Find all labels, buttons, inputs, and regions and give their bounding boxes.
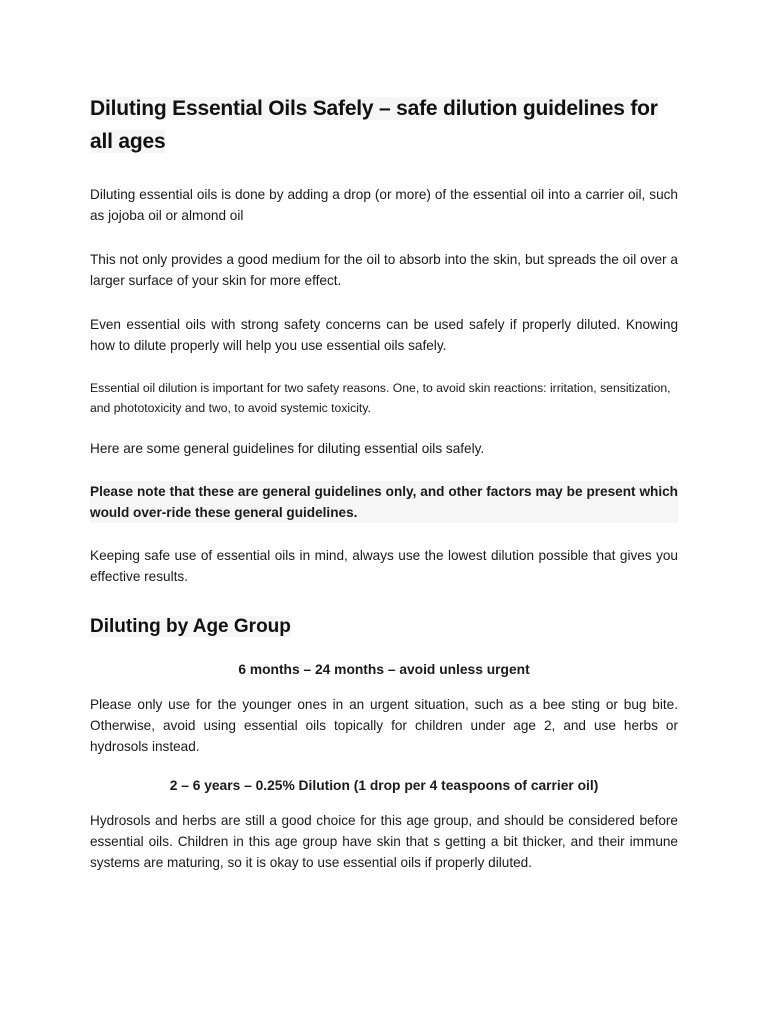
document-content [90, 92, 678, 873]
paragraph-safety: Even essential oils with strong safety concerns can be used safely if properly diluted. Knowing how to dilute properly will help you use essential oils safely. [90, 317, 678, 353]
section-heading-age-group [90, 613, 678, 641]
paragraph-note: Please note that these are general guidelines only, and other factors may be present which would over-ride these general guidelines. [90, 481, 678, 523]
paragraph-intro: Diluting essential oils is done by adding a drop (or more) of the essential oil into a carrier oil, such as jojoba oil or almond oil [90, 187, 678, 223]
paragraph-6-24-months: Please only use for the younger ones in an urgent situation, such as a bee sting or bug bite. Otherwise, avoid using essential oils topically for children under age 2, and use herbs or hydrosols instead. [90, 697, 678, 754]
document-title [90, 92, 678, 158]
paragraph-lowest-dilution: Keeping safe use of essential oils in mind, always use the lowest dilution possible that gives you effective results. [90, 548, 678, 584]
paragraph-medium: This not only provides a good medium for the oil to absorb into the skin, but spreads the oil over a larger surface of your skin for more effect. [90, 252, 678, 288]
paragraph-guidelines: Here are some general guidelines for diluting essential oils safely. [90, 441, 485, 456]
subheading-2-6-years: 2 – 6 years – 0.25% Dilution (1 drop per 4 teaspoons of carrier oil) [169, 778, 599, 793]
paragraph-2-6-years: Hydrosols and herbs are still a good choice for this age group, and should be considered before essential oils. Children in this age group have skin that s getting a bit thicker, and their immune systems are maturing, so it is okay to use essential oils if properly diluted. [90, 813, 678, 870]
paragraph-reasons: Essential oil dilution is important for two safety reasons. One, to avoid skin reactions: irritation, sensitization, and phototoxicity and two, to avoid systemic toxicity. [90, 381, 671, 415]
section-heading-text: Diluting by Age Group [90, 616, 291, 637]
document-title-text: Diluting Essential Oils Safely – safe dilution guidelines for all ages [90, 97, 658, 153]
subheading-6-24-months: 6 months – 24 months – avoid unless urgent [238, 662, 530, 677]
